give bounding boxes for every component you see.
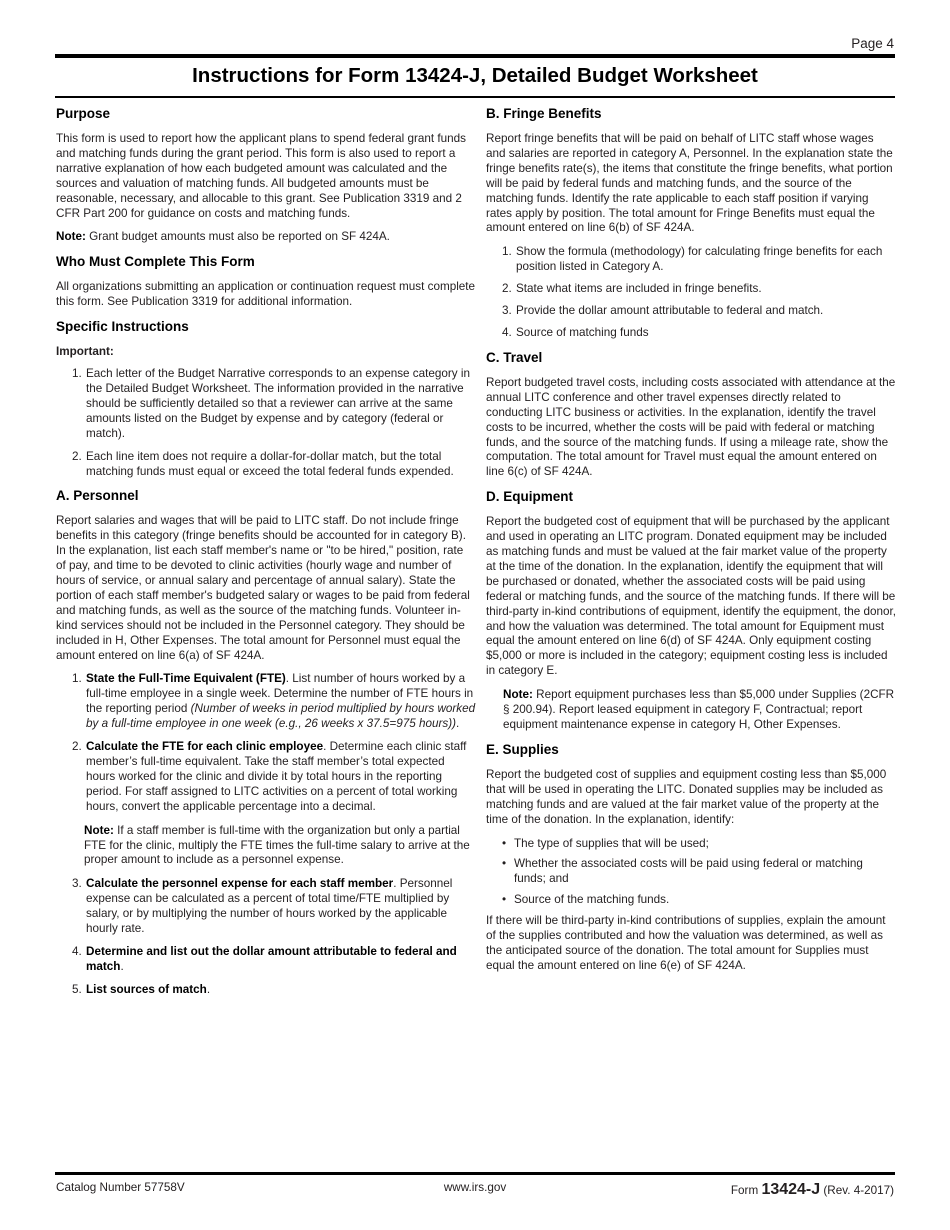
personnel-list-continued <box>56 877 476 997</box>
fringe-list <box>486 245 896 341</box>
list-item <box>56 877 476 937</box>
catalog-number: Catalog Number 57758V <box>56 1181 185 1194</box>
note-label: Note: <box>84 823 114 837</box>
list-text: Show the formula (methodology) for calculating fringe benefits for each position listed in Category A. <box>516 245 883 274</box>
list-number: 4. <box>502 325 512 339</box>
equipment-heading: D. Equipment <box>486 489 573 505</box>
supplies-heading: E. Supplies <box>486 741 559 757</box>
list-text: State what items are included in fringe benefits. <box>516 282 762 296</box>
form-label: Form <box>730 1184 762 1197</box>
top-rule <box>55 54 895 58</box>
list-bold: Calculate the FTE for each clinic employee <box>86 740 324 754</box>
list-number: 3. <box>502 304 512 318</box>
personnel-list <box>56 672 476 814</box>
list-item <box>486 893 896 908</box>
list-item <box>486 304 896 319</box>
list-end: . <box>455 717 460 731</box>
list-item <box>56 367 476 442</box>
personnel-note <box>56 824 476 869</box>
form-revision: (Rev. 4-2017) <box>820 1184 894 1197</box>
list-item <box>486 326 896 341</box>
supplies-after: If there will be third-party in-kind contributions of supplies, explain the amount of the supplies contributed and how the valuation was determined, as well as the anticipated source of the donation. The total amount for Supplies must equal the amount entered on line 6(e) of SF 424A. <box>486 914 886 972</box>
list-item <box>486 857 896 887</box>
left-column <box>56 106 476 1007</box>
list-number: 2. <box>72 449 82 463</box>
page-number: Page 4 <box>851 36 894 51</box>
note-label: Note: <box>503 688 533 702</box>
note-text: Grant budget amounts must also be reported on SF 424A. <box>85 230 390 244</box>
list-item <box>56 740 476 815</box>
list-bold: State the Full-Time Equivalent (FTE) <box>86 672 286 686</box>
right-column <box>486 106 896 983</box>
fringe-heading: B. Fringe Benefits <box>486 106 602 121</box>
fringe-body: Report fringe benefits that will be paid on behalf of LITC staff whose wages and salaries are reported in category A, Personnel. In the explanation state the fringe benefits rate(s), the items that constitute the fringe benefits, what portion will be paid by federal funds and matching funds, and the source of the matching funds. Identify the rate applicable to each staff position if varying rates apply by position. The total amount for Fringe Benefits must equal the amount entered on line 6(b) of SF 424A. <box>486 132 893 235</box>
list-item <box>56 450 476 480</box>
list-number: 1. <box>72 367 82 381</box>
list-text: Source of the matching funds. <box>514 893 670 907</box>
list-number: 3. <box>72 877 82 891</box>
travel-heading: C. Travel <box>486 349 543 365</box>
list-number: 5. <box>72 982 82 996</box>
list-text: Whether the associated costs will be paid using federal or matching funds; and <box>514 857 863 886</box>
purpose-note <box>56 230 476 245</box>
personnel-body: Report salaries and wages that will be paid to LITC staff. Do not include fringe benefits in this category (fringe benefits should be accounted for in category B). In the explanation, list each staff member's name or "to be hired," position, rate of pay, and time to be devoted to clinic activities (hourly wage and number of hours of service, or annual salary and percentage of annual salary). State the portion of each staff member's budgeted salary or wages to be paid from federal and matching funds, as well as the source of the matching funds. Volunteer in-kind services should not be included in the Personnel category. They should be included in H, Other Expenses. The total amount for Personnel must equal the amount entered on line 6(a) of SF 424A. <box>56 514 470 662</box>
list-item <box>486 837 896 852</box>
list-item <box>486 245 896 275</box>
list-item <box>486 282 896 297</box>
form-number: 13424-J <box>761 1181 821 1198</box>
list-text: . Personnel expense can be calculated as a percent of total time/FTE multiplied by salary, or by multiplying the number of hours worked by the applicable hourly rate. <box>86 877 453 936</box>
supplies-bullets <box>486 837 896 909</box>
specific-heading: Specific Instructions <box>56 319 189 335</box>
important-label: Important: <box>56 345 114 359</box>
equipment-body: Report the budgeted cost of equipment that will be purchased by the applicant and used in operating an LITC program. Donated equipment may be included as matching funds and must be valued at the fair market value of the property at the time of the donation. In the explanation, identify the equipment that will be purchased or donated, whether the associated costs will be paid using federal or matching funds, and the source of the matching funds. If there will be third-party in-kind contributions of equipment, identify the equipment, the donor, and how the valuation was determined. The total amount for Equipment must equal the amount entered on line 6(d) of SF 424A. Only equipment costing $5,000 or more is included in the category; equipment costing less is included in category E. <box>486 515 896 678</box>
list-italic: (Number of weeks in period multiplied by hours worked by a full-time employee in one week (e.g., 26 weeks x 37.5=975 hours)) <box>86 702 476 731</box>
bullet-icon: • <box>502 836 507 850</box>
note-text: If a staff member is full-time with the organization but only a partial FTE for the clinic, multiply the FTE times the full-time salary to arrive at the proper amount to include as a personnel expense. <box>84 823 470 867</box>
supplies-body: Report the budgeted cost of supplies and equipment costing less than $5,000 that will be used in operating the LITC. Donated supplies may be included as matching funds and are valued at the fair market value of the property at the time of the donation. In the explanation, identify: <box>486 767 887 826</box>
bullet-icon: • <box>502 857 507 871</box>
list-item <box>56 983 476 998</box>
list-text: Each letter of the Budget Narrative corresponds to an expense category in the Detailed Budget Worksheet. The information provided in the narrative should be sufficiently detailed so that a reviewer can arrive at the same amounts listed on the Budget by expense and by category (federal or match). <box>86 367 470 440</box>
who-body: All organizations submitting an application or continuation request must complete this form. See Publication 3319 for additional information. <box>56 280 476 309</box>
list-text: . <box>120 959 124 973</box>
list-number: 4. <box>72 944 82 958</box>
list-text: Provide the dollar amount attributable to federal and match. <box>516 304 824 318</box>
purpose-heading: Purpose <box>56 106 111 121</box>
form-id <box>731 1181 894 1199</box>
travel-body: Report budgeted travel costs, including costs associated with attendance at the annual LITC conference and other travel expenses directly related to conducting LITC business or activities. In the explanation, identify the travel costs to be incurred, whether the costs will be paid with federal or matching funds, and the source of the matching funds. If using a mileage rate, show the computation. The total amount for Travel must equal the amount entered on line 6(c) of SF 424A. <box>486 375 896 479</box>
purpose-body: This form is used to report how the applicant plans to spend federal grant funds and matching funds during the grant period. This form is also used to report a narrative explanation of how each budgeted amount was calculated and the sources and valuation of matching funds. All budgeted amounts must be reasonable, necessary, and allocable to this grant. See Publication 3319 and 2 CFR Part 200 for guidance on costs and matching funds. <box>56 132 466 220</box>
list-item <box>56 672 476 732</box>
note-label: Note: <box>56 230 86 244</box>
list-text: . Determine each clinic staff member’s full-time equivalent. Take the staff member’s total expected hours worked for the clinic and divide it by total hours in the reporting period. For staff assigned to LITC activities on a percent of total working hours, convert the applicable percentage into a decimal. <box>86 740 467 813</box>
specific-list <box>56 367 476 479</box>
list-text: . <box>206 982 211 996</box>
bullet-icon: • <box>502 893 507 907</box>
equipment-note <box>486 688 896 733</box>
page-title: Instructions for Form 13424-J, Detailed Budget Worksheet <box>192 64 758 87</box>
list-text: Source of matching funds <box>516 325 649 339</box>
personnel-heading: A. Personnel <box>56 488 139 504</box>
list-text: . List number of hours worked by a full-time employee in a single week. Determine the number of FTE hours in the reporting period <box>86 672 474 716</box>
list-number: 1. <box>72 672 82 686</box>
list-bold: List sources of match <box>86 982 207 996</box>
website-link[interactable]: www.irs.gov <box>443 1181 507 1194</box>
list-text: The type of supplies that will be used; <box>514 836 709 850</box>
title-rule <box>55 96 895 98</box>
list-bold: Calculate the personnel expense for each staff member <box>86 877 394 891</box>
who-heading: Who Must Complete This Form <box>56 254 255 270</box>
list-text: Each line item does not require a dollar-for-dollar match, but the total matching funds must equal or exceed the total federal funds expended. <box>86 449 454 478</box>
list-bold: Determine and list out the dollar amount attributable to federal and match <box>86 944 457 973</box>
list-item <box>56 945 476 975</box>
note-text: Report equipment purchases less than $5,000 under Supplies (2CFR § 200.94). Report leased equipment in category F, Contractual; report equipment maintenance expense in category H, Other Expenses. <box>503 688 895 731</box>
list-number: 1. <box>502 245 512 259</box>
list-number: 2. <box>72 740 82 754</box>
bottom-rule <box>55 1172 895 1175</box>
list-number: 2. <box>502 282 512 296</box>
